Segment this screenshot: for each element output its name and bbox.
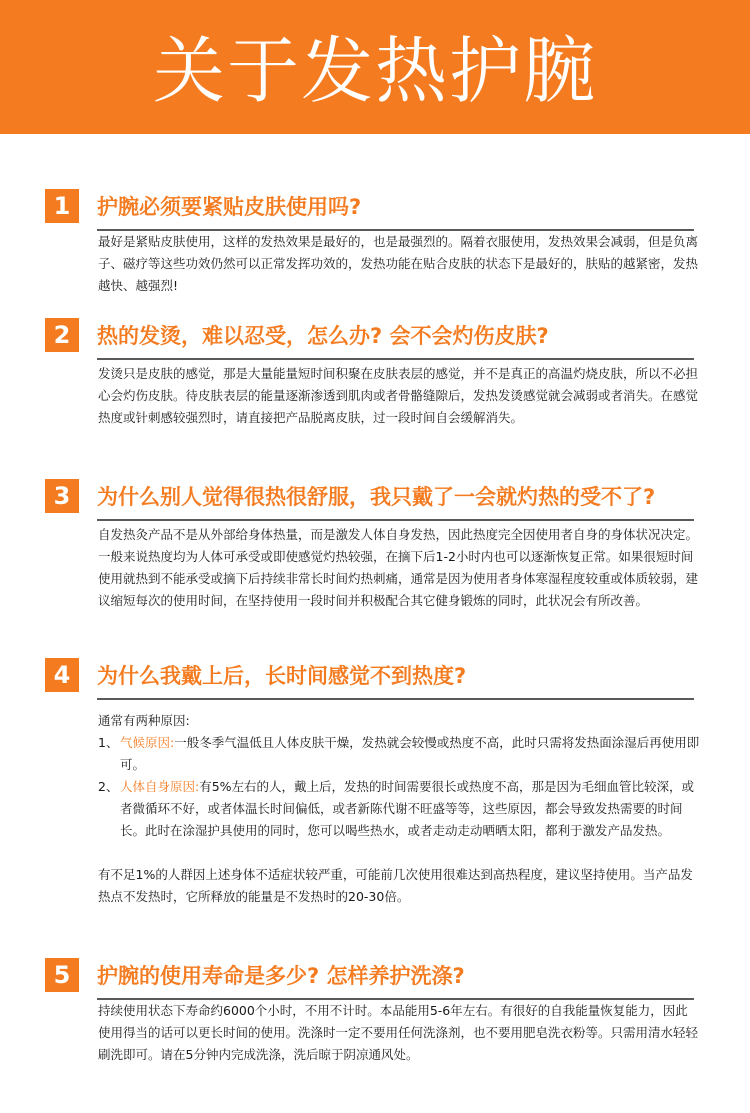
answer-paragraph: 最好是紧贴皮肤使用，这样的发热效果是最好的，也是最强烈的。隔着衣服使用，发热效果会减弱，但是负离子、磁疗等这些功效仍然可以正常发挥功效的，发热功能在贴合皮肤的状态下是最好的，肤贴的越紧密，发热越快、越强烈! bbox=[98, 234, 699, 293]
page-header bbox=[0, 0, 750, 134]
section-number-badge: 3 bbox=[45, 479, 79, 513]
section-number-badge: 1 bbox=[45, 189, 79, 223]
section-divider bbox=[97, 698, 694, 700]
section-answer bbox=[98, 231, 700, 297]
reason-text: 一般冬季气温低且人体皮肤干燥，发热就会较慢或热度不高，此时只需将发热面涂湿后再使用即可。 bbox=[120, 735, 700, 772]
section-number-badge: 2 bbox=[45, 318, 79, 352]
list-index: 1、 bbox=[98, 735, 119, 750]
section-number-badge: 5 bbox=[45, 958, 79, 992]
answer-paragraph: 持续使用状态下寿命约6000个小时，不用不计时。本品能用5-6年左右。有很好的自我能量恢复能力，因此使用得当的话可以更长时间的使用。洗涤时一定不要用任何洗涤剂，也不要用肥皂洗衣粉等。只需用清水轻轻刷洗即可。请在5分钟内完成洗涤，洗后晾于阴凉通风处。 bbox=[98, 1003, 699, 1062]
faq-section-4 bbox=[0, 658, 750, 904]
page-title: 关于发热护腕 bbox=[152, 29, 597, 113]
faq-section-5 bbox=[0, 958, 750, 1062]
section-answer bbox=[98, 710, 700, 908]
answer-paragraph: 发烫只是皮肤的感觉，那是大量能量短时间积聚在皮肤表层的感觉，并不是真正的高温灼烧皮肤，所以不必担心会灼伤皮肤。待皮肤表层的能量逐渐渗透到肌肉或者骨骼缝隙后，发热发烫感觉就会减弱或者消失。在感觉热度或针刺感较强烈时，请直接把产品脱离皮肤，过一段时间自会缓解消失。 bbox=[98, 366, 699, 425]
section-divider bbox=[97, 358, 694, 360]
section-number-badge: 4 bbox=[45, 658, 79, 692]
section-answer bbox=[98, 363, 700, 429]
faq-section-1 bbox=[0, 189, 750, 293]
answer-intro: 通常有两种原因: bbox=[98, 713, 190, 728]
reason-text: 有5%左右的人，戴上后，发热的时间需要很长或热度不高，那是因为毛细血管比较深，或者微循环不好，或者体温长时间偏低，或者新陈代谢不旺盛等等，这些原因，都会导致发热需要的时间长。此时在涂湿护具使用的同时，您可以喝些热水，或者走动走动晒晒太阳，都利于激发产品发热。 bbox=[120, 779, 695, 838]
list-index: 2、 bbox=[98, 779, 119, 794]
section-question: 护腕必须要紧贴皮肤使用吗? bbox=[97, 195, 362, 219]
section-question: 为什么别人觉得很热很舒服，我只戴了一会就灼热的受不了? bbox=[97, 485, 656, 509]
section-question: 热的发烫，难以忍受，怎么办? 会不会灼伤皮肤? bbox=[97, 324, 549, 348]
section-divider bbox=[97, 519, 694, 521]
section-answer bbox=[98, 1000, 700, 1066]
section-question: 为什么我戴上后，长时间感觉不到热度? bbox=[97, 664, 467, 688]
reason-list-item bbox=[98, 732, 700, 776]
reason-label: 人体自身原因: bbox=[120, 779, 200, 794]
answer-outro: 有不足1%的人群因上述身体不适症状较严重，可能前几次使用很难达到高热程度，建议坚持使用。当产品发热点不发热时，它所释放的能量是不发热时的20-30倍。 bbox=[98, 867, 693, 904]
section-question: 护腕的使用寿命是多少? 怎样养护洗涤? bbox=[97, 964, 465, 988]
answer-paragraph: 自发热灸产品不是从外部给身体热量，而是激发人体自身发热，因此热度完全因使用者自身的身体状况决定。一般来说热度均为人体可承受或即使感觉灼热较强，在摘下后1-2小时内也可以逐渐恢复正常。如果很短时间使用就热到不能承受或摘下后持续非常长时间灼热刺痛，通常是因为使用者身体寒湿程度较重或体质较弱，建议缩短每次的使用时间，在坚持使用一段时间并积极配合其它健身锻炼的同时，此状况会有所改善。 bbox=[98, 527, 699, 608]
reason-label: 气候原因: bbox=[120, 735, 175, 750]
section-answer bbox=[98, 524, 700, 612]
reason-list-item bbox=[98, 776, 700, 842]
faq-section-3 bbox=[0, 479, 750, 608]
faq-section-2 bbox=[0, 318, 750, 425]
